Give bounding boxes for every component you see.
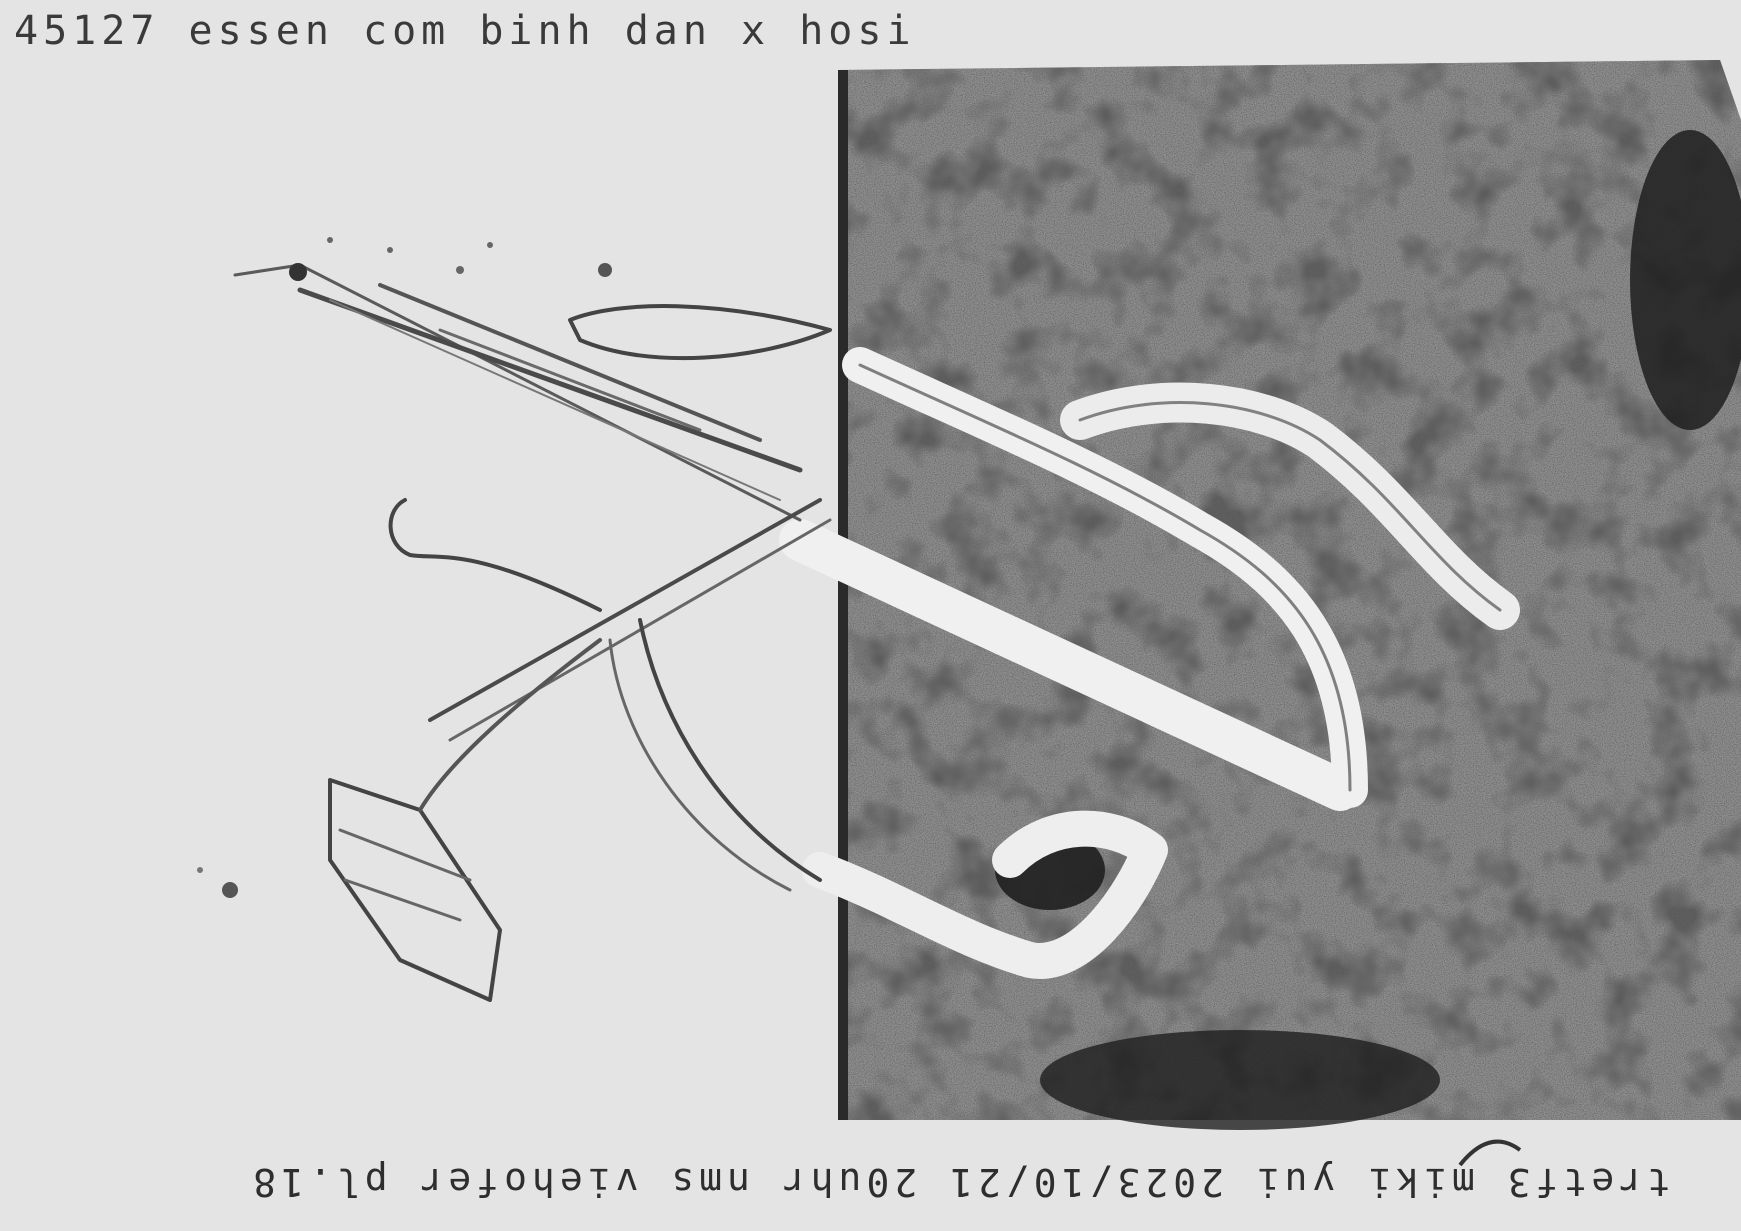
relief-forms-left xyxy=(197,237,830,1000)
footer-caption-upside-down: tretf3 miki yui 2023/10/21 20uhr nms viehofer pl.18 xyxy=(248,1160,1670,1204)
header-caption: 45127 essen com binh dan x hosi xyxy=(14,8,916,54)
